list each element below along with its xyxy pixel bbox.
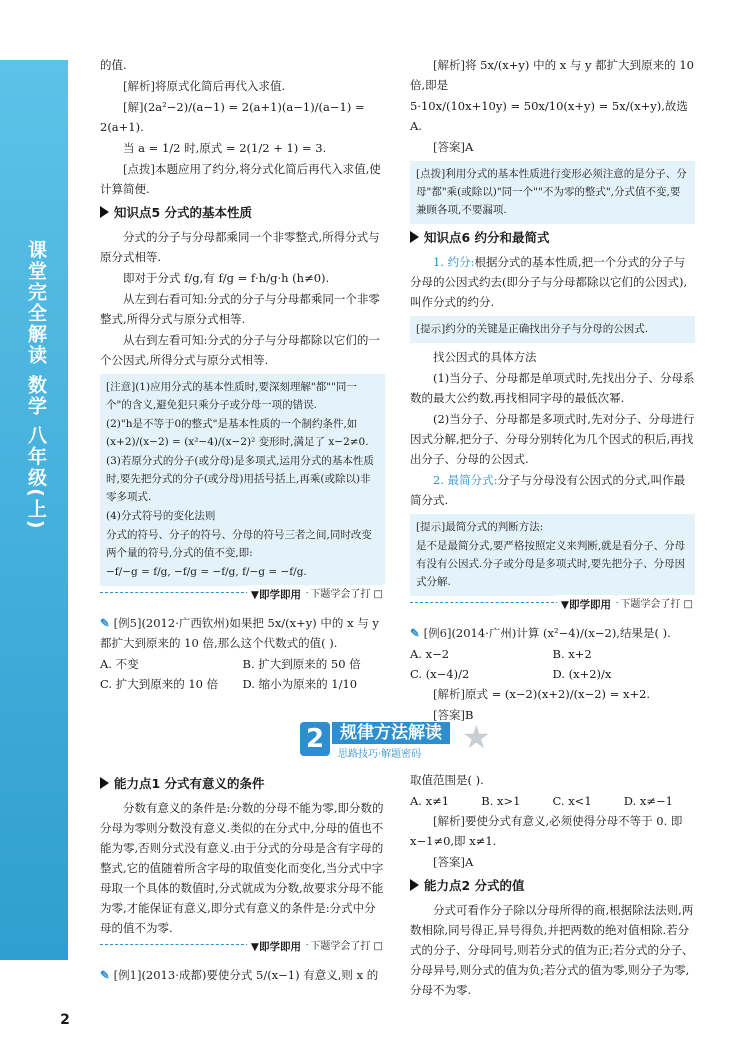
text: 要使分式有意义,必须使得分母不等于 0. 即 x−1≠0,即 x≠1. [410,814,683,848]
note: (2)"h是不等于0的整式"是基本性质的一个制约条件,如 (x+2)/(x−2) = (x²−4)/(x−2)² 变形时,满足了 x−2≠0. [106,418,369,448]
text: A [464,855,474,869]
paragraph [410,252,695,312]
answer [410,852,695,872]
practice-bar [410,599,695,617]
tag: [例6] [423,626,452,640]
banner-subtitle: 思路技巧·解题密码 [338,749,422,760]
checkbox-label[interactable]: 下题学会了打 □ [308,585,385,605]
tag: [提示] [416,323,446,335]
analysis [410,811,695,851]
options [410,791,695,811]
example [100,965,385,985]
left-column [100,55,385,694]
tip [100,159,385,199]
triangle-icon [410,879,419,891]
paragraph: (1)当分子、分母都是单项式时,先找出分子、分母系数的最大公约数,再找相同字母的最低次幂. [410,371,695,405]
source: (2013·成都) [141,968,207,982]
heading-text: 知识点5 分式的基本性质 [114,205,253,220]
note: 分式的符号、分子的符号、分母的符号三者之间,同时改变两个量的符号,分式的值不变,即: [106,529,372,559]
note: −f/−g = f/g, −f/g = −f/g, f/−g = −f/g. [106,566,307,578]
tip [416,518,689,536]
option: C. x<1 [552,794,592,808]
paragraph: 从左到右看可知:分式的分子与分母都乘同一个非零整式,所得分式与原分式相等. [100,292,380,326]
banner-title: 规律方法解读 [332,722,450,744]
tag: [点拨] [123,162,155,176]
bottom-right-column [410,770,695,1001]
answer [410,137,695,157]
paragraph: (2)当分子、分母都是多项式时,先对分子、分母进行因式分解,把分子、分母分别转化为几个因式的积后,再找出分子、分母的公因式. [410,412,695,466]
note: (3)若原分式的分子(或分母)是多项式,运用分式的基本性质时,要先把分式的分子(或分母)用括号括上,再乘(或除以)非零多项式. [106,455,374,503]
pen-icon: ✎ [410,626,424,640]
bar-label: ▼即学即用 [247,937,305,957]
tag: [例5] [113,616,142,630]
right-column [410,55,695,726]
option: A. x−2 [410,647,450,661]
triangle-icon [100,206,109,218]
tag: [点拨] [416,168,446,180]
formula: 5·10x/(10x+10y) = 50x/10(x+y) = 5x/(x+y),故选 A. [410,99,688,133]
pen-icon: ✎ [100,968,114,982]
section-heading [410,876,695,896]
formula: (2a²−2)/(a−1) = 2(a+1)(a−1)/(a−1) = 2(a+1). [100,100,365,134]
tip [416,165,689,219]
text: 计算 (x²−4)/(x−2),结果是( ). [516,626,671,640]
note: (4)分式符号的变化法则 [106,510,216,522]
page-number: 2 [55,1010,75,1030]
pen-icon: ✎ [100,616,114,630]
tag: [解析] [123,79,155,93]
text: 本题应用了约分,将分式化简后再代入求值,使计算简便. [100,162,381,196]
option: C. (x−4)/2 [410,667,470,681]
option: D. 缩小为原来的 1/10 [242,677,358,691]
banner-number: 2 [300,722,330,756]
sidebar-title: 课堂完全解读 数学 八年级(上) [25,240,47,531]
note [106,378,379,414]
text-line: 当 a = 1/2 时,原式 = 2(1/2 + 1) = 3. [123,141,327,155]
option: D. x≠−1 [623,794,673,808]
tip-text: 是不是最简分式,要严格按照定义来判断,就是看分子、分母有没有公因式.分子或分母是多项式时,要先把分子、分母因式分解. [416,540,686,588]
section-heading [100,203,385,223]
option: B. x>1 [481,794,521,808]
tip-box [410,514,695,596]
tag: [解析] [433,687,465,701]
tip [416,320,689,338]
tag: [提示] [416,521,446,533]
heading-text: 能力点1 分式有意义的条件 [114,776,265,791]
paragraph: 分式的分子与分母都乘同一个非零整式,所得分式与原分式相等. [100,230,380,264]
text: (1)应用分式的基本性质时,要深刻理解"都""同一个"的含义,避免犯只乘分子或分母一项的错误. [106,381,357,411]
example [410,623,695,643]
text: 最简分式的判断方法: [445,521,544,533]
bottom-left-column [100,770,385,986]
text: 将 5x/(x+y) 中的 x 与 y 都扩大到原来的 10 倍,即是 [410,58,694,92]
options [100,654,385,694]
tag: [解析] [433,58,465,72]
bar-label: ▼即学即用 [557,595,615,615]
sidebar [0,60,70,1028]
paragraph: 分式可看作分子除以分母所得的商,根据除法法则,两数相除,同号得正,异号得负,并把两数的绝对值相除.若分式的分子、分母同号,则若分式的值为正;若分式的分子、分母异号,则分式的值为负;若分式的值为零,则分子为零,分母不为零. [410,903,694,997]
heading-text: 知识点6 约分和最简式 [424,230,550,245]
analysis [410,55,695,95]
paragraph [410,470,695,510]
example [100,613,385,653]
option: B. x+2 [552,647,592,661]
paragraph: 找公因式的具体方法 [433,350,537,364]
star-icon: ★ [462,718,491,756]
source: (2014·广州) [451,626,517,640]
tag: [解析] [433,814,465,828]
tag: [例1] [113,968,142,982]
option: C. 扩大到原来的 10 倍 [100,677,219,691]
tag: [答案] [433,855,465,869]
triangle-icon [100,777,109,789]
heading-text: 能力点2 分式的值 [424,878,525,893]
paragraph: 分数有意义的条件是:分数的分母不能为零,即分数的分母为零则分数没有意义.类似的在分式中,分母的值也不能为零,否则分式没有意义.由于分式的分母是含有字母的整式,它的值随着所含字母的取值变化而变化,当分式中字母取一个具体的数值时,分式就成为分数,故要求分母不能为零,才能保证有意义,即分式有意义的条件是:分式中分母的值不为零. [100,801,384,935]
text: 要使分式 5/(x−1) 有意义,则 x 的 [206,968,379,982]
text: 原式 = (x−2)(x+2)/(x−2) = x+2. [464,687,651,701]
tag: [注意] [106,381,136,393]
tip-box [410,161,695,224]
option: A. 不变 [100,657,139,671]
tag: [解] [123,100,144,114]
paragraph: 从右到左看可知:分式的分子与分母都除以它们的一个公因式,所得分式与原分式相等. [100,333,380,367]
triangle-icon [410,231,419,243]
bar-label: ▼即学即用 [247,585,305,605]
option: B. 扩大到原来的 50 倍 [242,657,361,671]
source: (2012·广西钦州) [141,616,230,630]
option: D. (x+2)/x [552,667,612,681]
option: A. x≠1 [410,794,450,808]
subheading: 1. 约分: [433,255,475,269]
tip-box [410,316,695,343]
text: B [464,708,474,722]
section-heading [410,228,695,248]
text: 利用分式的基本性质进行变形必须注意的是分子、分母"都"乘(或除以)"同一个""不为零的整式",分式值不变,要兼顾各项,不要漏项. [416,168,687,216]
solution [100,97,385,137]
checkbox-label[interactable]: 下题学会了打 □ [618,595,695,615]
tag: [答案] [433,708,465,722]
section-banner [290,718,500,762]
paragraph: 即对于分式 f/g,有 f/g = f·h/g·h (h≠0). [123,271,330,285]
analysis [100,76,385,96]
options [410,644,695,684]
analysis [410,684,695,704]
text: 如果把 5x/(x+y) 中的 x 与 y 都扩大到原来的 10 倍,那么这个代数式的值( ). [100,616,379,650]
text-line: 取值范围是( ). [410,773,484,787]
subheading: 2. 最简分式: [433,473,498,487]
text: 分子与分母没有公因式的分式,叫作最简分式. [410,473,686,507]
note-box [100,374,385,586]
text: 约分的关键是正确找出分子与分母的公因式. [445,323,649,335]
text: 将原式化简后再代入求值. [154,79,286,93]
checkbox-label[interactable]: 下题学会了打 □ [308,937,385,957]
tag: [答案] [433,140,465,154]
text-line: 的值. [100,58,127,72]
text: 根据分式的基本性质,把一个分式的分子与分母的公因式约去(即分子与分母都除以它们的公因式),叫作分式的约分. [410,255,688,309]
practice-bar [100,589,385,607]
practice-bar [100,941,385,959]
text: A [464,140,474,154]
section-heading [100,774,385,794]
